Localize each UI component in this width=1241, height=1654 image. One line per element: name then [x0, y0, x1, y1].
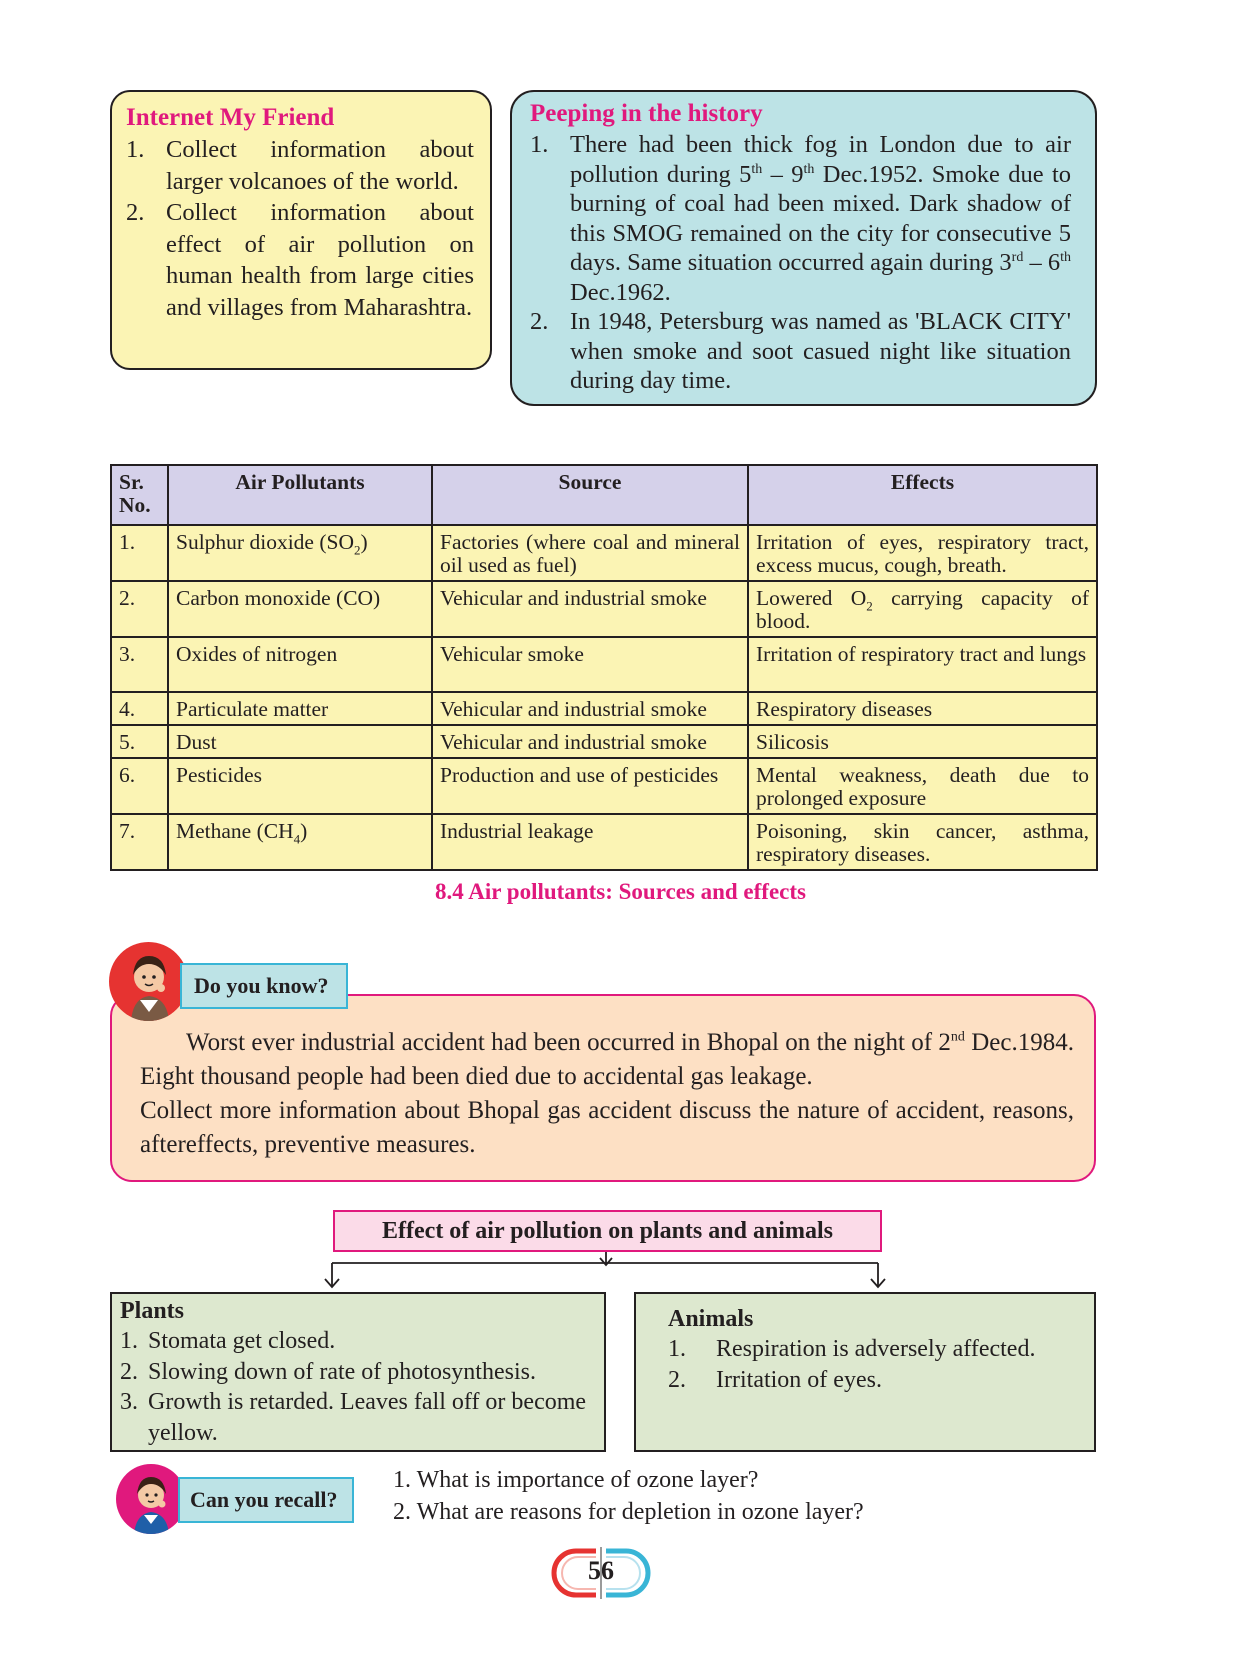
table-row — [111, 581, 1097, 637]
internet-my-friend-box — [110, 90, 492, 370]
history-box-list — [530, 130, 1071, 396]
item-text: – 9 — [762, 160, 804, 188]
cell-no: 3. — [111, 637, 168, 692]
cell-pollutant — [168, 814, 432, 870]
cell-source: Vehicular and industrial smoke — [432, 692, 748, 725]
cell-no: 6. — [111, 758, 168, 814]
header-sr-no: Sr. No. — [111, 465, 168, 525]
item-number: 1. — [668, 1336, 686, 1362]
cell-no: 2. — [111, 581, 168, 637]
cell-no: 1. — [111, 525, 168, 581]
item-number: 1. — [530, 131, 549, 158]
list-item — [120, 1387, 600, 1448]
item-number: 2. — [126, 199, 145, 226]
item-text: Dec.1962. — [570, 278, 671, 306]
item-number: 2. — [668, 1366, 686, 1393]
girl-thinking-avatar-icon — [116, 1464, 186, 1534]
cell-pollutant: Dust — [168, 725, 432, 758]
air-pollutants-table — [110, 464, 1098, 871]
header-effects: Effects — [748, 465, 1097, 525]
internet-box-list — [126, 134, 474, 323]
cell-effects: Respiratory diseases — [748, 692, 1097, 725]
cell-source: Production and use of pesticides — [432, 758, 748, 814]
cell-source: Factories (where coal and mineral oil used as fuel) — [432, 525, 748, 581]
page-number: 56 — [588, 1556, 614, 1585]
table-row — [111, 692, 1097, 725]
cell-no: 5. — [111, 725, 168, 758]
superscript: th — [751, 161, 763, 177]
superscript: rd — [1011, 249, 1024, 265]
connector-arrows — [300, 1250, 900, 1292]
item-number: 3. — [120, 1389, 138, 1415]
paragraph-text: Worst ever industrial accident had been occurred in Bhopal on the night of 2 — [186, 1029, 951, 1056]
cell-pollutant: Oxides of nitrogen — [168, 637, 432, 692]
item-text: Collect information about larger volcanoes of the world. — [166, 136, 474, 195]
cell-source: Vehicular and industrial smoke — [432, 725, 748, 758]
do-you-know-paragraph — [140, 1026, 1074, 1094]
item-text: Respiration is adversely affected. — [716, 1336, 1036, 1362]
list-item — [668, 1334, 1084, 1365]
item-number: 1. — [126, 136, 145, 163]
history-box-title: Peeping in the history — [530, 100, 763, 127]
cell-pollutant: Carbon monoxide (CO) — [168, 581, 432, 637]
table-row — [111, 758, 1097, 814]
cell-pollutant — [168, 525, 432, 581]
cell-source: Vehicular and industrial smoke — [432, 581, 748, 637]
cell-no: 7. — [111, 814, 168, 870]
cell-effects: Irritation of eyes, respiratory tract, excess mucus, cough, breath. — [748, 525, 1097, 581]
effects-text: Lowered O — [756, 586, 867, 610]
pollutant-text: ) — [300, 819, 308, 843]
pollutant-text: Sulphur dioxide (SO — [176, 530, 354, 554]
plants-box — [110, 1292, 606, 1452]
list-item — [120, 1326, 600, 1357]
item-number: 2. — [530, 308, 549, 335]
item-text: Irritation of eyes. — [716, 1366, 882, 1393]
item-number: 2. — [120, 1358, 138, 1385]
list-item — [668, 1365, 1084, 1396]
pollutant-text: Methane (CH — [176, 819, 294, 843]
plants-list — [120, 1326, 600, 1448]
cell-no: 4. — [111, 692, 168, 725]
cell-pollutant: Particulate matter — [168, 692, 432, 725]
subscript: 2 — [866, 598, 873, 614]
can-you-recall-tag: Can you recall? — [178, 1477, 354, 1523]
superscript: th — [1060, 249, 1071, 265]
effects-text: carrying capacity of blood. — [756, 586, 1090, 633]
item-text: Growth is retarded. Leaves fall off or become yellow. — [148, 1389, 587, 1446]
animals-title: Animals — [668, 1306, 754, 1332]
cell-effects: Mental weakness, death due to prolonged exposure — [748, 758, 1097, 814]
list-item — [530, 307, 1071, 396]
internet-box-title: Internet My Friend — [126, 104, 335, 131]
table-row — [111, 525, 1097, 581]
cell-effects: Poisoning, skin cancer, asthma, respiratory diseases. — [748, 814, 1097, 870]
list-item — [120, 1357, 600, 1388]
item-text: Collect information about effect of air pollution on human health from large cities and villages from Maharashtra. — [166, 199, 474, 321]
table-header-row — [111, 465, 1097, 525]
paragraph-text: Dec.1984. Eight thousand people had been died due to accidental gas leakage. — [140, 1029, 1074, 1090]
recall-question: 1. What is importance of ozone layer? — [393, 1467, 759, 1493]
animals-list — [668, 1334, 1084, 1395]
list-item — [126, 134, 474, 197]
item-text: In 1948, Petersburg was named as 'BLACK CITY' when smoke and soot casued night like situation during day time. — [570, 308, 1071, 394]
list-item — [530, 130, 1071, 307]
item-text: Dec.1952. Smoke due to burning of coal had been mixed. Dark shadow of this SMOG remained on the city for consecutive 5 days. Same situation occurred again during 3 — [570, 160, 1071, 276]
superscript: th — [803, 161, 815, 177]
item-text: – 6 — [1023, 249, 1061, 276]
item-number: 1. — [120, 1328, 138, 1354]
cell-effects — [748, 581, 1097, 637]
effect-heading: Effect of air pollution on plants and animals — [333, 1210, 882, 1252]
pollutant-text: ) — [360, 530, 368, 554]
cell-source: Industrial leakage — [432, 814, 748, 870]
recall-questions — [393, 1465, 864, 1528]
item-text: Slowing down of rate of photosynthesis. — [148, 1358, 536, 1385]
cell-pollutant: Pesticides — [168, 758, 432, 814]
table-row — [111, 637, 1097, 692]
item-text: Stomata get closed. — [148, 1328, 336, 1354]
subscript: 4 — [293, 831, 301, 847]
list-item — [126, 197, 474, 323]
item-text: There had been thick fog in London due to air pollution during 5 — [570, 131, 1071, 188]
table-row — [111, 725, 1097, 758]
table-caption: 8.4 Air pollutants: Sources and effects — [435, 879, 806, 904]
do-you-know-tag: Do you know? — [180, 963, 348, 1009]
animals-box — [634, 1292, 1096, 1452]
cell-effects: Silicosis — [748, 725, 1097, 758]
do-you-know-box — [110, 994, 1096, 1182]
girl-avatar-icon — [109, 942, 188, 1021]
do-you-know-paragraph: Collect more information about Bhopal gas accident discuss the nature of accident, reasons, aftereffects, preventive measures. — [140, 1097, 1074, 1158]
plants-title: Plants — [120, 1298, 185, 1324]
superscript: nd — [950, 1029, 965, 1045]
subscript: 2 — [353, 542, 361, 558]
peeping-history-box — [510, 90, 1097, 406]
cell-effects: Irritation of respiratory tract and lungs — [748, 637, 1097, 692]
header-source: Source — [432, 465, 748, 525]
cell-source: Vehicular smoke — [432, 637, 748, 692]
header-air-pollutants: Air Pollutants — [168, 465, 432, 525]
table-row — [111, 814, 1097, 870]
recall-question: 2. What are reasons for depletion in ozone layer? — [393, 1498, 864, 1525]
